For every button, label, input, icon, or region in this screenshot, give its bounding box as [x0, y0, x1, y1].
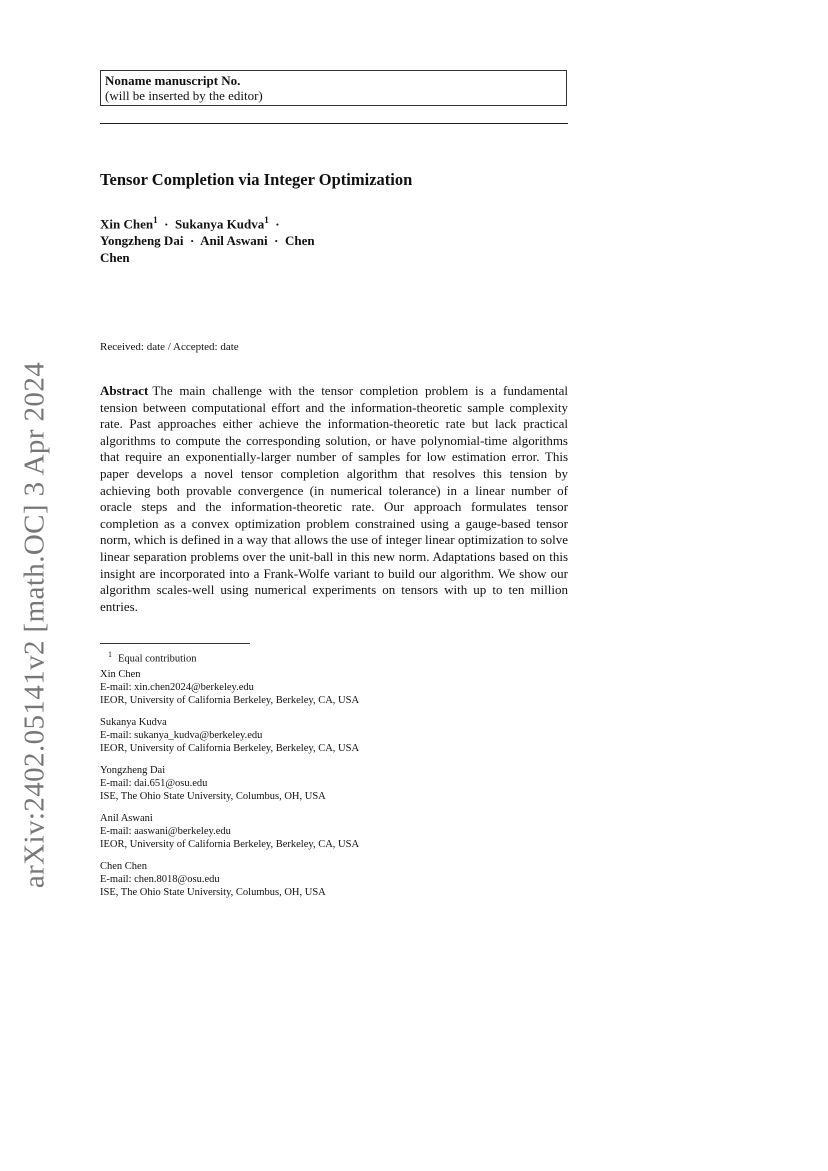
manuscript-title: Noname manuscript No.: [105, 73, 241, 88]
affil-email[interactable]: E-mail: dai.651@osu.edu: [100, 777, 208, 789]
received-date: Received: date / Accepted: date: [100, 341, 239, 353]
author-separator: ·: [189, 233, 195, 249]
affiliation-block: [100, 812, 570, 851]
affil-name: Chen Chen: [100, 860, 147, 872]
footnotes: [100, 648, 570, 908]
author-yongzheng-dai: Yongzheng Dai: [100, 233, 184, 249]
author-separator: ·: [274, 233, 279, 249]
arxiv-id[interactable]: arXiv:2402.05141v2 [math.OC] 3 Apr 2024: [18, 361, 51, 889]
author-separator: ·: [164, 216, 169, 232]
affil-name: Yongzheng Dai: [100, 764, 166, 776]
header-rule: [100, 123, 568, 124]
affil-email[interactable]: E-mail: chen.8018@osu.edu: [100, 873, 220, 885]
affiliation-block: [100, 716, 570, 755]
affil-institution: ISE, The Ohio State University, Columbus, OH, USA: [100, 790, 326, 802]
affil-name: Anil Aswani: [100, 812, 153, 824]
author-xin-chen: Xin Chen: [100, 216, 154, 232]
affil-email[interactable]: E-mail: xin.chen2024@berkeley.edu: [100, 681, 254, 693]
affil-institution: IEOR, University of California Berkeley, Berkeley, CA, USA: [100, 838, 360, 850]
footnote-text: Equal contribution: [118, 653, 197, 665]
footnote-equal-contribution: [108, 648, 570, 666]
arxiv-side-stamp: [15, 361, 55, 889]
manuscript-note: (will be inserted by the editor): [105, 88, 263, 103]
affiliation-block: [100, 764, 570, 803]
affiliation-block: [100, 860, 570, 899]
author-sukanya-kudva: Sukanya Kudva: [174, 216, 265, 232]
author-line-2: [100, 232, 390, 249]
abstract-text: The main challenge with the tensor completion problem is a fundamental tension between computational effort and the information-theoretic sample complexity rate. Past approaches either achieve the information-theoretic rate but lack practical algorithms to compute the corresponding solution, or have polynomial-time algorithms that require an exponentially-larger number of samples for low estimation error. This paper develops a novel tensor completion algorithm that resolves this tension by achieving both provable convergence (in numerical tolerance) in a linear number of oracle steps and the information-theoretic rate. Our approach formulates tensor completion as a convex optimization problem constrained using a gauge-based tensor norm, which is defined in a way that allows the use of integer linear optimization to solve linear separation problems over the unit-ball in this new norm. Adaptations based on this insight are incorporated into a Frank-Wolfe variant to build our algorithm. We show our algorithm scales-well using numerical experiments on tensors with up to ten million entries.: [100, 383, 568, 614]
author-sup: 1: [153, 215, 158, 225]
footnote-rule: [100, 643, 250, 644]
affil-email[interactable]: E-mail: aaswani@berkeley.edu: [100, 825, 231, 837]
author-chen-chen-last: Chen: [100, 250, 130, 266]
footnote-mark: 1: [108, 650, 112, 659]
abstract: [100, 383, 568, 615]
author-anil-aswani: Anil Aswani: [200, 233, 268, 249]
affil-email[interactable]: E-mail: sukanya_kudva@berkeley.edu: [100, 729, 263, 741]
affiliation-block: [100, 668, 570, 707]
author-sup: 1: [264, 215, 269, 225]
author-line-1: [100, 212, 390, 232]
author-line-3: [100, 249, 390, 266]
affil-institution: ISE, The Ohio State University, Columbus, OH, USA: [100, 886, 326, 898]
author-separator: ·: [275, 216, 280, 232]
paper-title: Tensor Completion via Integer Optimization: [100, 170, 413, 189]
affil-name: Xin Chen: [100, 668, 141, 680]
abstract-label: Abstract: [100, 383, 149, 398]
author-chen-chen-first: Chen: [284, 233, 315, 249]
affil-institution: IEOR, University of California Berkeley, Berkeley, CA, USA: [100, 694, 360, 706]
author-list: [100, 212, 390, 266]
affil-institution: IEOR, University of California Berkeley, Berkeley, CA, USA: [100, 742, 360, 754]
manuscript-box: [100, 70, 567, 106]
affil-name: Sukanya Kudva: [100, 716, 167, 728]
